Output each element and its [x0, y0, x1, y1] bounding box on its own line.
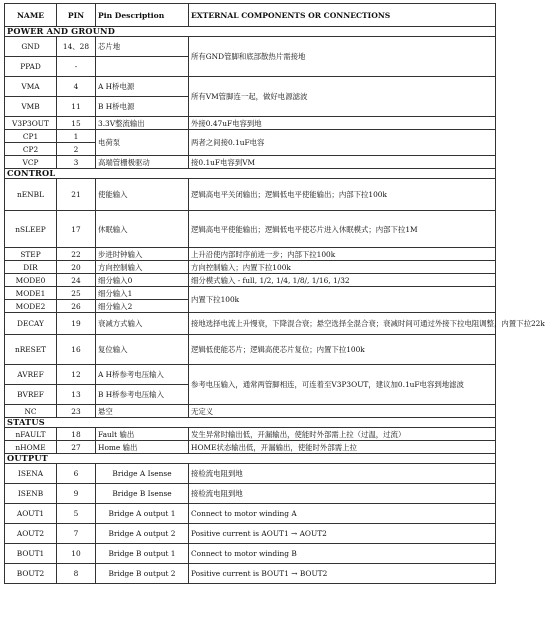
external-connection-cell: Positive current is BOUT1 → BOUT2 [189, 564, 496, 584]
table-row [5, 365, 496, 385]
pin-name-cell: nSLEEP [5, 211, 57, 248]
section-title: OUTPUT [5, 454, 496, 464]
pin-number-cell: 13 [57, 385, 96, 405]
pin-description-cell: 电荷泵 [96, 130, 189, 156]
pin-number-cell: 12 [57, 365, 96, 385]
table-row [5, 484, 496, 504]
pin-name-cell: VMB [5, 97, 57, 117]
pin-number-cell: 16 [57, 335, 96, 365]
pin-description-cell: A H桥电源 [96, 77, 189, 97]
table-row [5, 274, 496, 287]
external-connection-cell: 内置下拉100k [189, 287, 496, 313]
pin-name-cell: DIR [5, 261, 57, 274]
table-row [5, 405, 496, 418]
pin-description-cell: 高端管栅极驱动 [96, 156, 189, 169]
table-row [5, 77, 496, 97]
pin-description-cell: 细分输入0 [96, 274, 189, 287]
pin-description-cell: 细分输入1 [96, 287, 189, 300]
external-connection-cell: Connect to motor winding B [189, 544, 496, 564]
pin-description-cell: Bridge A output 1 [96, 504, 189, 524]
pin-number-cell: 27 [57, 441, 96, 454]
pin-number-cell: 10 [57, 544, 96, 564]
pin-number-cell: 25 [57, 287, 96, 300]
header-row [5, 4, 496, 27]
pin-number-cell: 8 [57, 564, 96, 584]
pin-description-cell: 衰减方式输入 [96, 313, 189, 335]
pin-name-cell: GND [5, 37, 57, 57]
table-row [5, 211, 496, 248]
pin-description-cell: Bridge B output 2 [96, 564, 189, 584]
pin-name-cell: MODE0 [5, 274, 57, 287]
external-connection-cell: 逻辑高电平关闭输出；逻辑低电平使能输出；内部下拉100k [189, 179, 496, 211]
pin-description-cell: B H桥参考电压输入 [96, 385, 189, 405]
table-row [5, 441, 496, 454]
pin-number-cell: 1 [57, 130, 96, 143]
pin-description-cell: 步进时钟输入 [96, 248, 189, 261]
pin-description-cell: 使能输入 [96, 179, 189, 211]
pin-number-cell: 3 [57, 156, 96, 169]
pin-name-cell: MODE1 [5, 287, 57, 300]
pin-description-cell: A H桥参考电压输入 [96, 365, 189, 385]
pin-name-cell: AVREF [5, 365, 57, 385]
pin-description-cell: 3.3V整流输出 [96, 117, 189, 130]
external-connection-cell: 发生异常时输出低，开漏输出，使能时外部需上拉（过温，过流） [189, 428, 496, 441]
external-connection-cell: 接检流电阻到地 [189, 464, 496, 484]
external-connection-cell: 所有GND管脚和底部散热片需接地 [189, 37, 496, 77]
external-connection-cell: 参考电压输入，通常两管脚相连，可连着至V3P3OUT，建议加0.1uF电容到地滤波 [189, 365, 496, 405]
table-row [5, 37, 496, 57]
pin-number-cell: 17 [57, 211, 96, 248]
section-title: CONTROL [5, 169, 496, 179]
pin-name-cell: AOUT1 [5, 504, 57, 524]
table-row [5, 544, 496, 564]
pin-name-cell: nENBL [5, 179, 57, 211]
pin-description-cell: Bridge A output 2 [96, 524, 189, 544]
pin-number-cell: 5 [57, 504, 96, 524]
table-row [5, 464, 496, 484]
external-connection-cell: 上升沿使内部时序前进一步；内部下拉100k [189, 248, 496, 261]
pin-description-cell: 悬空 [96, 405, 189, 418]
pin-name-cell: nFAULT [5, 428, 57, 441]
pin-number-cell: 7 [57, 524, 96, 544]
table-row [5, 524, 496, 544]
pin-number-cell: 24 [57, 274, 96, 287]
pin-number-cell: 14、28 [57, 37, 96, 57]
table-row [5, 261, 496, 274]
header-name: NAME [5, 4, 57, 27]
section-row [5, 418, 496, 428]
pin-number-cell: - [57, 57, 96, 77]
pin-number-cell: 9 [57, 484, 96, 504]
external-connection-cell: 接0.1uF电容到VM [189, 156, 496, 169]
table-body [5, 26, 545, 584]
external-connection-cell: 接检流电阻到地 [189, 484, 496, 504]
external-connection-cell: 两者之间接0.1uF电容 [189, 130, 496, 156]
section-row [5, 454, 496, 464]
pin-name-cell: CP2 [5, 143, 57, 156]
pin-number-cell: 26 [57, 300, 96, 313]
pin-description-cell: Fault 输出 [96, 428, 189, 441]
external-connection-cell: Positive current is AOUT1 → AOUT2 [189, 524, 496, 544]
pin-name-cell: V3P3OUT [5, 117, 57, 130]
external-connection-cell: 所有VM管脚连一起，做好电源滤波 [189, 77, 496, 117]
table-row [5, 130, 496, 143]
pin-description-cell: B H桥电源 [96, 97, 189, 117]
external-connection-cell: Connect to motor winding A [189, 504, 496, 524]
pin-name-cell: MODE2 [5, 300, 57, 313]
section-row [5, 27, 496, 37]
pin-name-cell: VMA [5, 77, 57, 97]
pin-number-cell: 2 [57, 143, 96, 156]
external-connection-cell: 外接0.47uF电容到地 [189, 117, 496, 130]
pin-description-cell [96, 57, 189, 77]
pin-name-cell: nHOME [5, 441, 57, 454]
pin-description-cell: 复位输入 [96, 335, 189, 365]
section-row [5, 169, 496, 179]
pin-description-cell: Bridge B Isense [96, 484, 189, 504]
external-connection-cell: 细分模式输入 - full, 1/2, 1/4, 1/8/, 1/16, 1/32 [189, 274, 496, 287]
pin-name-cell: BVREF [5, 385, 57, 405]
header-external-components: EXTERNAL COMPONENTS OR CONNECTIONS [189, 4, 496, 27]
pin-description-cell: Bridge A Isense [96, 464, 189, 484]
pin-number-cell: 4 [57, 77, 96, 97]
pin-number-cell: 21 [57, 179, 96, 211]
pin-description-cell: 休眠输入 [96, 211, 189, 248]
table-row [5, 428, 496, 441]
external-connection-cell: 接地选择电流上升慢衰，下降混合衰；悬空选择全混合衰；衰减时间可通过外接下拉电阻调整，内置下拉22k [189, 313, 496, 335]
pin-description-cell: 方向控制输入 [96, 261, 189, 274]
table-row [5, 117, 496, 130]
pin-number-cell: 19 [57, 313, 96, 335]
external-connection-cell: 方向控制输入；内置下拉100k [189, 261, 496, 274]
pin-name-cell: NC [5, 405, 57, 418]
table-row [5, 504, 496, 524]
pin-number-cell: 22 [57, 248, 96, 261]
pin-name-cell: ISENA [5, 464, 57, 484]
pin-name-cell: nRESET [5, 335, 57, 365]
pin-name-cell: STEP [5, 248, 57, 261]
pin-number-cell: 18 [57, 428, 96, 441]
table-row [5, 335, 496, 365]
table-row [5, 287, 496, 300]
pin-number-cell: 15 [57, 117, 96, 130]
external-connection-cell: 无定义 [189, 405, 496, 418]
pin-table [4, 3, 545, 584]
section-title: POWER AND GROUND [5, 27, 496, 37]
pin-name-cell: BOUT2 [5, 564, 57, 584]
section-title: STATUS [5, 418, 496, 428]
pin-description-cell: 芯片地 [96, 37, 189, 57]
pin-name-cell: VCP [5, 156, 57, 169]
pin-name-cell: AOUT2 [5, 524, 57, 544]
external-connection-cell: 逻辑低使能芯片；逻辑高使芯片复位；内置下拉100k [189, 335, 496, 365]
header-pin: PIN [57, 4, 96, 27]
pin-number-cell: 23 [57, 405, 96, 418]
external-connection-cell: 逻辑高电平使能输出；逻辑低电平使芯片进入休眠模式；内部下拉1M [189, 211, 496, 248]
table-row [5, 313, 496, 335]
pin-description-cell: Home 输出 [96, 441, 189, 454]
pin-name-cell: ISENB [5, 484, 57, 504]
table-row [5, 156, 496, 169]
pin-number-cell: 6 [57, 464, 96, 484]
external-connection-cell: HOME状态输出低，开漏输出，使能时外部需上拉 [189, 441, 496, 454]
pin-name-cell: BOUT1 [5, 544, 57, 564]
header-pin-description: Pin Description [96, 4, 189, 27]
pin-name-cell: CP1 [5, 130, 57, 143]
pin-name-cell: DECAY [5, 313, 57, 335]
pin-description-cell: Bridge B output 1 [96, 544, 189, 564]
pin-number-cell: 11 [57, 97, 96, 117]
pin-number-cell: 20 [57, 261, 96, 274]
table-row [5, 248, 496, 261]
pin-name-cell: PPAD [5, 57, 57, 77]
table-row [5, 564, 496, 584]
table-row [5, 179, 496, 211]
pin-description-cell: 细分输入2 [96, 300, 189, 313]
